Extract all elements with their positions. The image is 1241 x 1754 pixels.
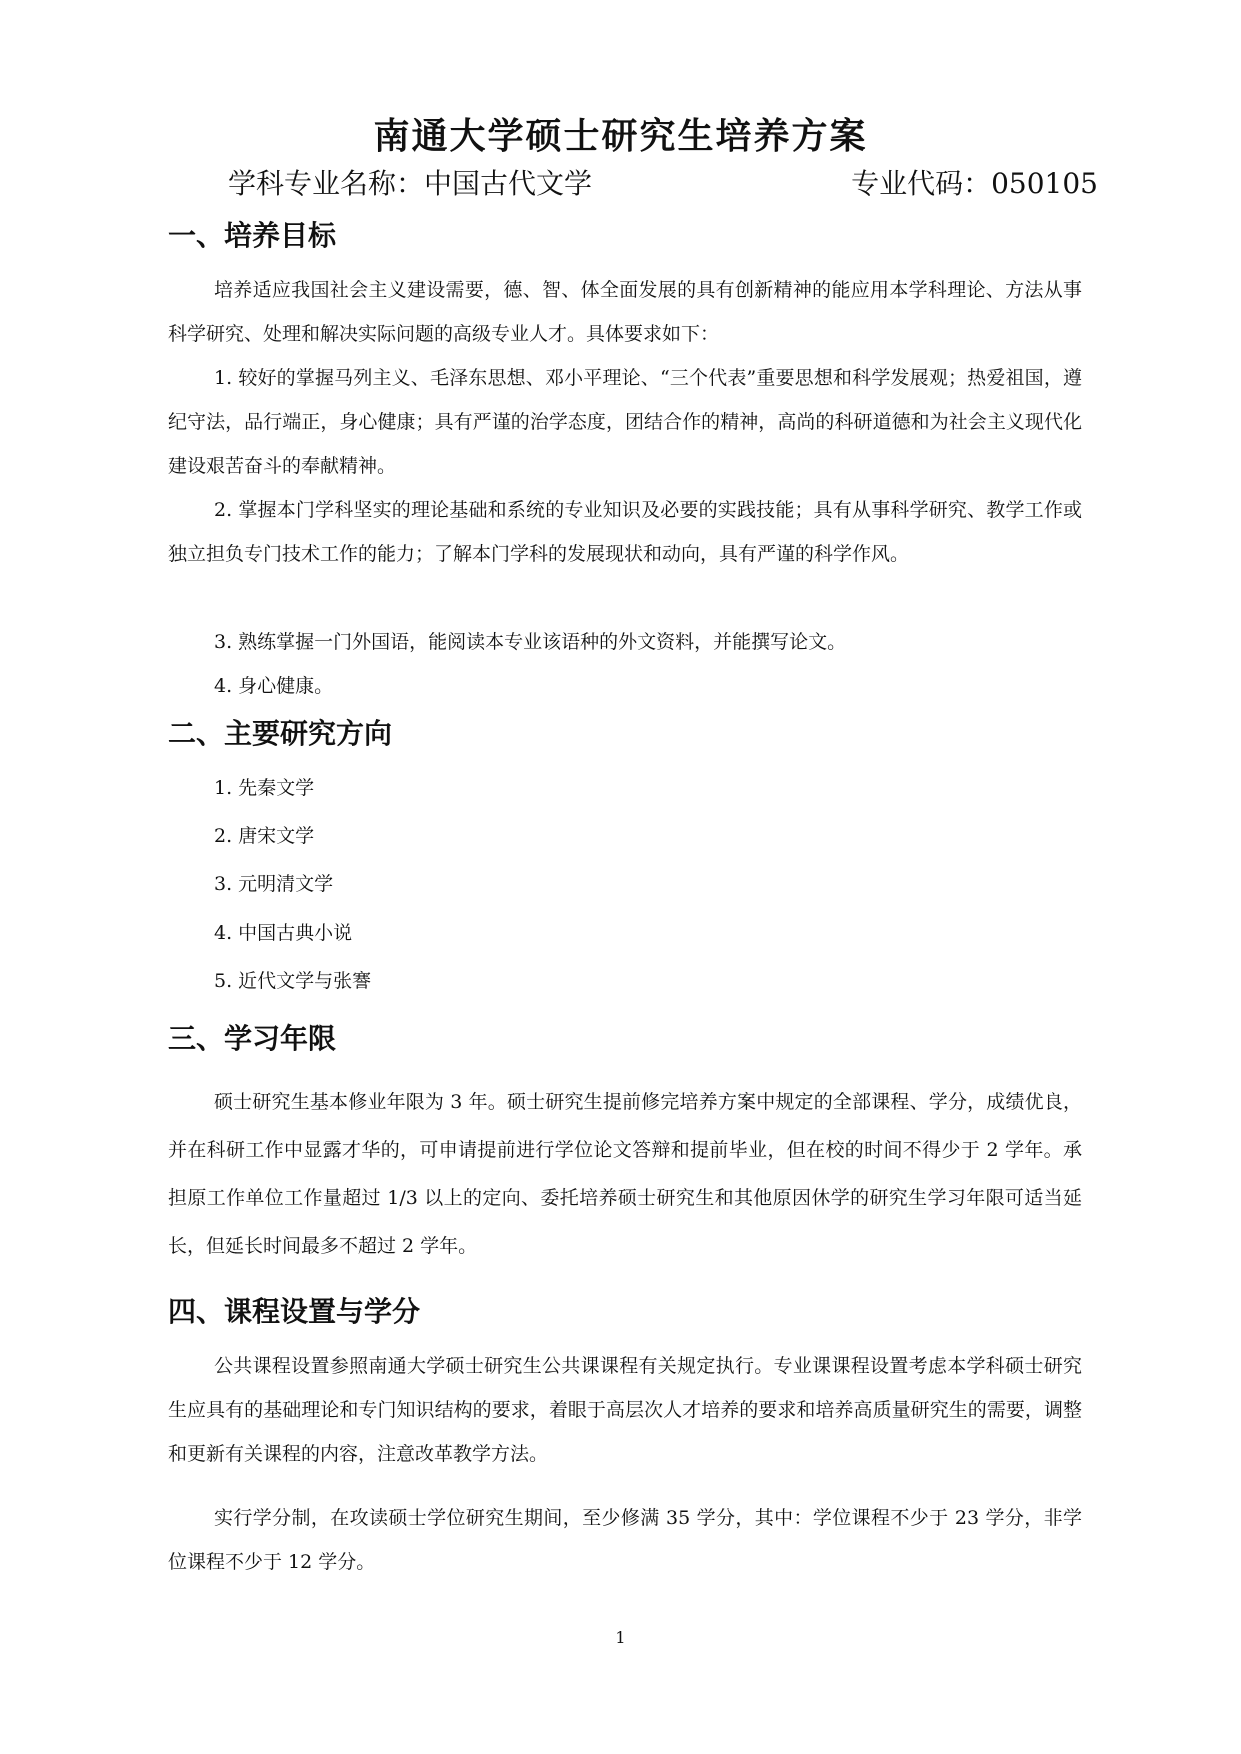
research-direction-item: 1. 先秦文学	[214, 777, 315, 799]
objectives-requirement-1: 1. 较好的掌握马列主义、毛泽东思想、邓小平理论、“三个代表”重要思想和科学发展观；热爱祖国，遵纪守法，品行端正，身心健康；具有严谨的治学态度，团结合作的精神，高尚的科研道德和为社会主义现代化建设艰苦奋斗的奉献精神。	[168, 367, 1082, 477]
objectives-requirement-3: 3. 熟练掌握一门外国语，能阅读本专业该语种的外文资料，并能撰写论文。	[214, 631, 847, 653]
subtitle-row	[228, 162, 1098, 202]
objectives-requirement-2: 2. 掌握本门学科坚实的理论基础和系统的专业知识及必要的实践技能；具有从事科学研究、教学工作或独立担负专门技术工作的能力；了解本门学科的发展现状和动向，具有严谨的科学作风。	[168, 499, 1082, 565]
research-direction-item: 3. 元明清文学	[214, 873, 334, 895]
section-heading-study-duration: 三、学习年限	[168, 1022, 337, 1055]
study-duration-text: 硕士研究生基本修业年限为 3 年。硕士研究生提前修完培养方案中规定的全部课程、学分，成绩优良，并在科研工作中显露才华的，可申请提前进行学位论文答辩和提前毕业，但在校的时间不得少于 2 学年。承担原工作单位工作量超过 1/3 以上的定向、委托培养硕士研究生和其他原因休学的研究生学习年限可适当延长，但延长时间最多不超过 2 学年。	[168, 1091, 1082, 1257]
section-heading-courses-credits: 四、课程设置与学分	[168, 1295, 421, 1328]
research-direction-item: 2. 唐宋文学	[214, 825, 315, 847]
courses-paragraph-1: 公共课程设置参照南通大学硕士研究生公共课课程有关规定执行。专业课课程设置考虑本学科硕士研究生应具有的基础理论和专门知识结构的要求，着眼于高层次人才培养的要求和培养高质量研究生的需要，调整和更新有关课程的内容，注意改革教学方法。	[168, 1355, 1082, 1465]
objectives-intro: 培养适应我国社会主义建设需要，德、智、体全面发展的具有创新精神的能应用本学科理论、方法从事科学研究、处理和解决实际问题的高级专业人才。具体要求如下：	[168, 279, 1082, 345]
section-heading-objectives: 一、培养目标	[168, 219, 337, 252]
page-title: 南通大学硕士研究生培养方案	[373, 116, 868, 157]
courses-paragraph-2: 实行学分制，在攻读硕士学位研究生期间，至少修满 35 学分，其中：学位课程不少于 23 学分，非学位课程不少于 12 学分。	[168, 1507, 1082, 1573]
section-heading-research-directions: 二、主要研究方向	[168, 717, 393, 750]
major-code: 专业代码：050105	[851, 167, 1098, 200]
major-name: 学科专业名称：中国古代文学	[228, 167, 593, 200]
page-number: 1	[615, 1628, 626, 1647]
research-direction-item: 4. 中国古典小说	[214, 922, 353, 944]
research-direction-item: 5. 近代文学与张謇	[214, 970, 372, 992]
objectives-requirement-4: 4. 身心健康。	[214, 675, 334, 697]
